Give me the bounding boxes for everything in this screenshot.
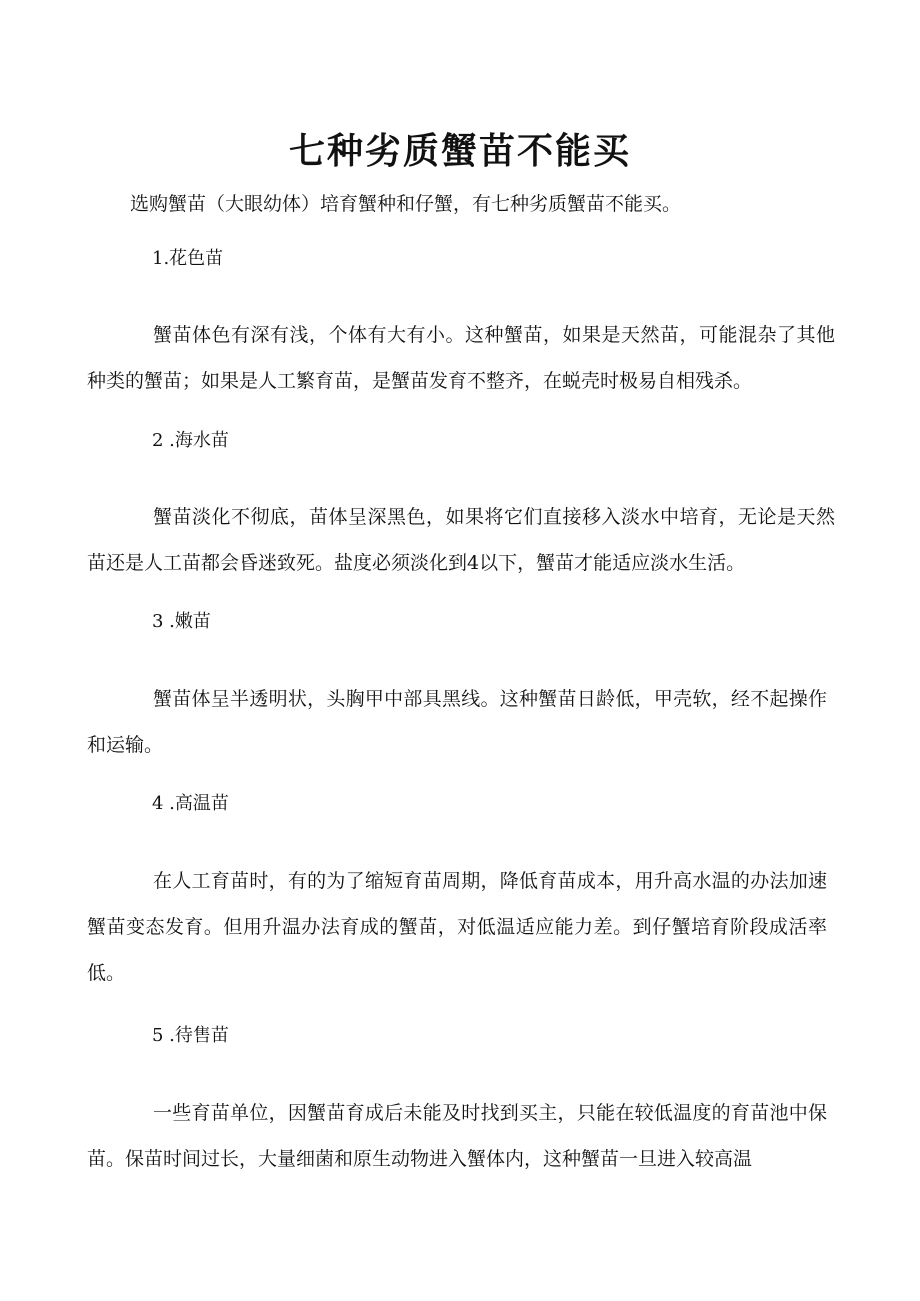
section-heading-3: 3 .嫩苗 (152, 611, 211, 632)
section-heading-4: 4 .高温苗 (152, 793, 229, 814)
section-body-2: 蟹苗淡化不彻底，苗体呈深黑色，如果将它们直接移入淡水中培育，无论是天然苗还是人工苗都会昏迷致死。盐度必须淡化到4以下，蟹苗才能适应淡水生活。 (87, 506, 835, 574)
section-heading-5: 5 .待售苗 (152, 1025, 229, 1046)
section-body-1: 蟹苗体色有深有浅，个体有大有小。这种蟹苗，如果是天然苗，可能混杂了其他种类的蟹苗；如果是人工繁育苗，是蟹苗发育不整齐，在蜕壳时极易自相残杀。 (87, 324, 835, 392)
section-heading-1: 1.花色苗 (152, 248, 224, 269)
section-body-3: 蟹苗体呈半透明状，头胸甲中部具黑线。这种蟹苗日龄低，甲壳软，经不起操作和运输。 (87, 688, 827, 756)
section-heading-2: 2 .海水苗 (152, 430, 229, 451)
document-title: 七种劣质蟹苗不能买 (288, 131, 631, 172)
intro-paragraph: 选购蟹苗（大眼幼体）培育蟹种和仔蟹，有七种劣质蟹苗不能买。 (130, 193, 682, 215)
section-body-4: 在人工育苗时，有的为了缩短育苗周期，降低育苗成本，用升高水温的办法加速蟹苗变态发育。但用升温办法育成的蟹苗，对低温适应能力差。到仔蟹培育阶段成活率低。 (87, 870, 827, 984)
section-body-5: 一些育苗单位，因蟹苗育成后未能及时找到买主，只能在较低温度的育苗池中保苗。保苗时间过长，大量细菌和原生动物进入蟹体内，这种蟹苗一旦进入较高温 (87, 1102, 827, 1170)
